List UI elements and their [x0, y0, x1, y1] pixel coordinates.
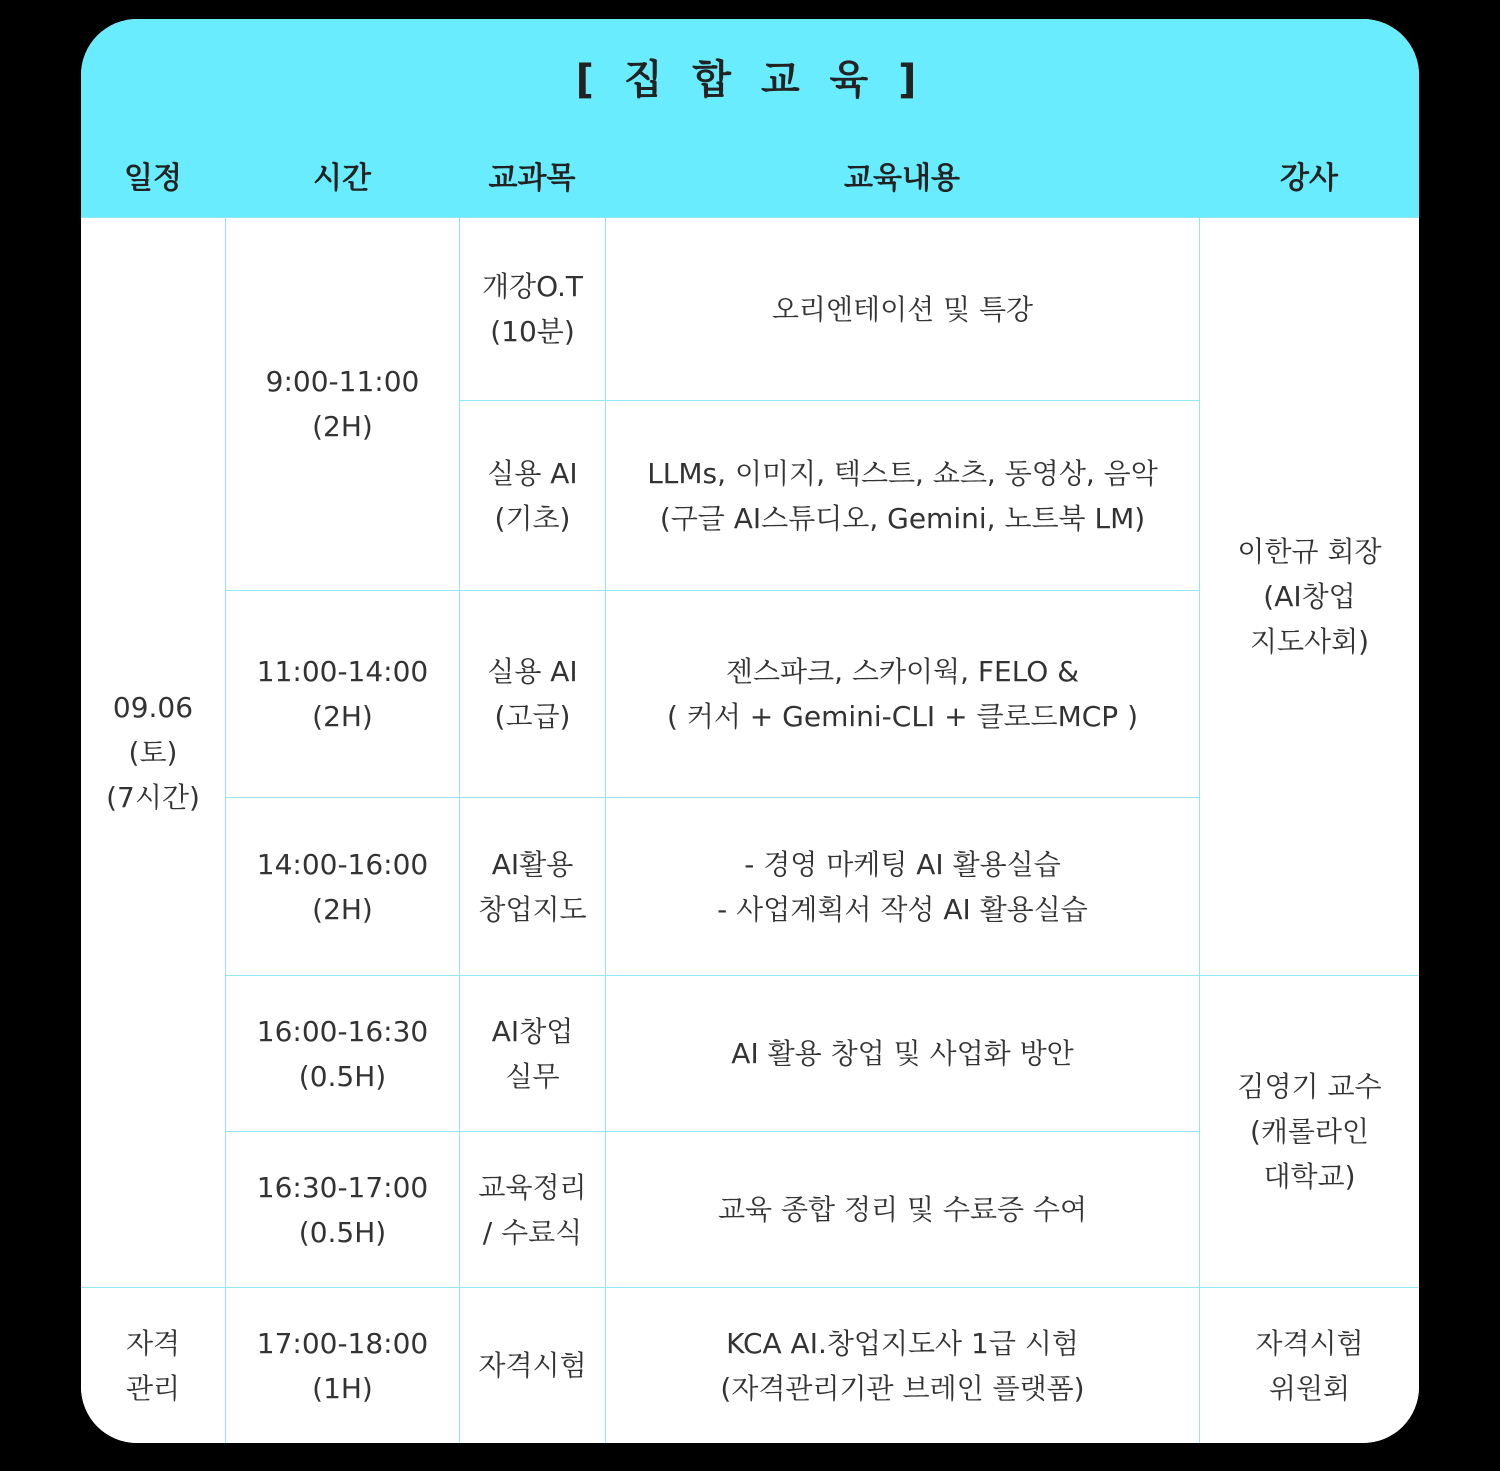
subject-text-2: 실용 AI (기초)	[487, 456, 578, 535]
time-cell-6	[225, 1287, 460, 1443]
title-bar	[81, 19, 1419, 133]
subject-cell-3	[459, 590, 606, 798]
instructor-text-1: 이한규 회장 (AI창업 지도사회)	[1237, 535, 1382, 658]
page-title: [ 집 합 교 육 ]	[575, 56, 925, 103]
subject-cell-5	[459, 975, 606, 1132]
time-cell-2	[225, 590, 460, 798]
date-text-cert: 자격 관리	[125, 1326, 181, 1405]
time-cell-1	[225, 217, 460, 591]
content-text-6: 교육 종합 정리 및 수료증 수여	[717, 1193, 1088, 1226]
content-text-1: 오리엔테이션 및 특강	[771, 292, 1034, 326]
content-text-2: LLMs, 이미지, 텍스트, 쇼츠, 동영상, 음악 (구글 AI스튜디오, Gemini, 노트북 LM)	[647, 456, 1158, 535]
content-cell-3	[605, 590, 1200, 798]
content-text-4: - 경영 마케팅 AI 활용실습 - 사업계획서 작성 AI 활용실습	[717, 847, 1088, 926]
schedule-card	[81, 19, 1419, 1443]
content-cell-4	[605, 797, 1200, 976]
instructor-cell-2	[1199, 975, 1419, 1288]
time-cell-4	[225, 975, 460, 1132]
content-cell-1	[605, 217, 1200, 401]
header-subject: 교과목	[488, 161, 576, 196]
subject-cell-6	[459, 1131, 606, 1288]
date-text-main: 09.06 (토) (7시간)	[106, 691, 200, 814]
date-cell-main	[81, 217, 226, 1288]
time-cell-5	[225, 1131, 460, 1288]
content-text-7: KCA AI.창업지도사 1급 시험 (자격관리기관 브레인 플랫폼)	[720, 1326, 1085, 1405]
instructor-cell-3	[1199, 1287, 1419, 1443]
content-cell-6	[605, 1131, 1200, 1288]
instructor-cell-1	[1199, 217, 1419, 976]
time-text-2: 11:00-14:00 (2H)	[256, 655, 429, 733]
subject-text-7: 자격시험	[478, 1349, 587, 1382]
table-header-row	[81, 133, 1419, 217]
time-text-1: 9:00-11:00 (2H)	[265, 365, 420, 443]
subject-cell-2	[459, 400, 606, 591]
content-text-5: AI 활용 창업 및 사업화 방안	[731, 1037, 1074, 1070]
subject-text-5: AI창업 실무	[491, 1014, 574, 1093]
header-date: 일정	[124, 161, 182, 196]
time-text-5: 16:30-17:00 (0.5H)	[256, 1170, 429, 1249]
time-cell-3	[225, 797, 460, 976]
date-cell-cert	[81, 1287, 226, 1443]
instructor-text-3: 자격시험 위원회	[1255, 1326, 1364, 1405]
time-text-4: 16:00-16:30 (0.5H)	[256, 1014, 429, 1093]
subject-cell-4	[459, 797, 606, 976]
header-time: 시간	[313, 161, 371, 196]
subject-text-3: 실용 AI (고급)	[487, 655, 578, 733]
content-cell-2	[605, 400, 1200, 591]
subject-cell-7	[459, 1287, 606, 1443]
time-text-6: 17:00-18:00 (1H)	[256, 1326, 429, 1405]
instructor-text-2: 김영기 교수 (캐롤라인 대학교)	[1237, 1070, 1382, 1193]
subject-text-1: 개강O.T (10분)	[481, 270, 583, 348]
subject-cell-1	[459, 217, 606, 401]
content-cell-5	[605, 975, 1200, 1132]
subject-text-6: 교육정리 / 수료식	[478, 1170, 587, 1249]
time-text-3: 14:00-16:00 (2H)	[256, 847, 429, 926]
content-cell-7	[605, 1287, 1200, 1443]
header-content: 교육내용	[844, 161, 960, 196]
header-instructor: 강사	[1280, 161, 1338, 196]
content-text-3: 젠스파크, 스카이웍, FELO & ( 커서 + Gemini-CLI + 클로드MCP )	[666, 655, 1139, 733]
subject-text-4: AI활용 창업지도	[478, 847, 587, 926]
